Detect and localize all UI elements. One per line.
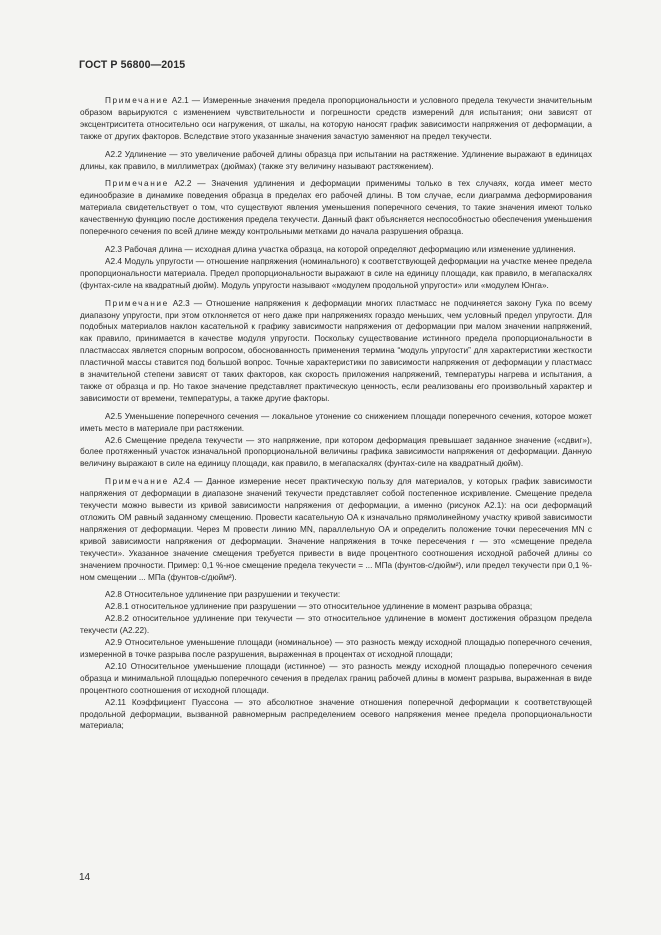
paragraph-text: А2.8.2 относительное удлинение при текучести — это относительное удлинение в момент достижения образцом предела текучести (А2.22). — [80, 614, 592, 636]
paragraph — [80, 244, 592, 256]
page-header: ГОСТ Р 56800—2015 — [79, 59, 186, 71]
paragraph-text: А2.9 Относительное уменьшение площади (номинальное) — это разность между исходной площадью поперечного сечения, измеренной в точке разрыва после разрушения, выраженная в процентах от исходной площади; — [80, 638, 592, 659]
paragraph-text: А2.3 Рабочая длина — исходная длина участка образца, на которой определяют деформацию или изменение удлинения. — [105, 244, 576, 254]
paragraph — [80, 95, 592, 143]
paragraph-text: А2.5 Уменьшение поперечного сечения — локальное утонение со снижением площади поперечного сечения, которое может иметь место в материале при растяжении. — [80, 411, 592, 433]
paragraph-text: А2.2 Удлинение — это увеличение рабочей длины образца при испытании на растяжение. Удлинение выражают в единицах длины, как правило, в миллиметрах (дюймах) (также эту величину называют растяжением). — [80, 149, 592, 171]
paragraph — [80, 256, 592, 292]
paragraph-text: А2.3 — Отношение напряжения к деформации многих пластмасс не подчиняется закону Гука по всему диапазону упругости, при этом отклоняется от него даже при напряжениях гораздо меньших, чем условный предел упругости. Для подобных материалов наклон касательной к графику зависимости напряжения от деформации при малом значении напряжений, как правило, принимается в качестве модуля упругости. Поскольку существование истинного предела пропорциональности в пластмассах является спорным вопросом, обоснованность применения термина “модуль упругости” для характеристики жесткости пластичной массы ставится под большой вопрос. Точные характеристики по зависимости напряжения от деформации у пластмасс в значительной степени зависят от таких факторов, как скорость приложения напряжений, температуры нагрева и испытания, а также от образца и пр. Но такое значение представляет практическую ценность, если реализованы его произвольный характер и зависимости от времени, температуры, а также другие факторы. — [80, 298, 592, 403]
paragraph-text: А2.1 — Измеренные значения предела пропорциональности и условного предела текучести значительным образом варьируются с изменением чувствительности и погрешности средств измерений для испытания; они зависят от эксцентриситета относительно оси нагружения, от шкалы, на которую наносят график зависимости напряжения от деформации, а также от других факторов. Вследствие этого указанные значения зачастую заменяют на предел текучести. — [80, 96, 592, 141]
paragraph-text: А2.11 Коэффициент Пуассона — это абсолютное значение отношения поперечной деформации к соответствующей продольной деформации, вызванной равномерным распределением осевого напряжения менее предела пропорциональности материала; — [80, 697, 592, 731]
paragraph — [80, 589, 592, 601]
paragraph — [80, 637, 592, 661]
paragraph — [80, 613, 592, 637]
paragraph-text: А2.8.1 относительное удлинение при разрушении — это относительное удлинение в момент разрыва образца; — [105, 602, 533, 612]
paragraph — [80, 149, 592, 173]
paragraph-text: А2.8 Относительное удлинение при разрушении и текучести: — [105, 590, 341, 600]
paragraph — [80, 435, 592, 471]
note-label: Примечание — [105, 477, 169, 487]
paragraph-text: А2.6 Смещение предела текучести — это напряжение, при котором деформация превышает заданное значение («сдвиг»), более протяженный участок изначальной пропорциональной величины графика зависимости напряжения от деформации. Данную величину выражают в силе на единицу площади, как правило, в мегапаскалях (фунтах-силе на квадратный дюйм). — [80, 435, 592, 469]
paragraph — [80, 601, 592, 613]
paragraph — [80, 661, 592, 697]
paragraph — [80, 476, 592, 583]
paragraph-text: А2.2 — Значения удлинения и деформации применимы только в тех случаях, когда имеет место единообразие в динамике поведения образца в пределах его рабочей длины. В том случае, если диаграмма деформирования материала свидетельствует о том, что существуют явления уменьшения поперечного сечения, то такие значения имеют только качественную функцию после достижения предела текучести. Данный факт объясняется неспособностью обеспечения уменьшения поперечного сечения по всей длине между контрольными метками до начала разрушения образца. — [80, 179, 592, 237]
note-label: Примечание — [105, 298, 169, 308]
paragraph-text: А2.4 Модуль упругости — отношение напряжения (номинального) к соответствующей деформации на участке менее предела пропорциональности материала. Предел пропорциональности выражают в силе на единицу площади, как правило, в мегапаскалях (фунтах-силе на квадратный дюйм). Модуль упругости называют «модулем продольной упругости» или «модулем Юнга». — [80, 256, 592, 290]
paragraph-text: А2.10 Относительное уменьшение площади (истинное) — это разность между исходной площадью поперечного сечения образца и минимальной площадью поперечного сечения в пределах границ рабочей длины в момент разрыва, выраженная в виде процентного соотношения от исходной площади. — [80, 661, 592, 695]
note-label: Примечание — [105, 179, 169, 189]
paragraph-text: А2.4 — Данное измерение несет практическую пользу для материалов, у которых график зависимости напряжения от деформации в диапазоне значений текучести представляет собой постепенное искривление. Смещение предела текучести можно вывести из кривой зависимости напряжения от деформации, а именно (рисунок А2.1): на оси деформаций отложить OM равный заданному смещению. Провести касательную OA к изначально прямолинейному участку кривой зависимости напряжения от деформации. Через M провести линию MN, параллельную OA и определить положение точки пересечения MN с кривой зависимости напряжения от деформации. Значение напряжения в точке пересечения r — это «смещение предела текучести». Указанное значение смещения требуется привести в виде процентного соотношения исходной рабочей длины со значением прочности. Пример: 0,1 %-ное смещение предела текучести = ... МПа (фунтов-с/дюйм²), или предел текучести при 0,1 %-ном смещении ... МПа (фунтов-с/дюйм²). — [80, 477, 592, 582]
paragraph — [80, 411, 592, 435]
document-body — [80, 95, 592, 732]
note-label: Примечание — [105, 96, 169, 105]
paragraph — [80, 298, 592, 405]
paragraph — [80, 697, 592, 733]
paragraph — [80, 178, 592, 238]
page-number: 14 — [79, 872, 91, 883]
